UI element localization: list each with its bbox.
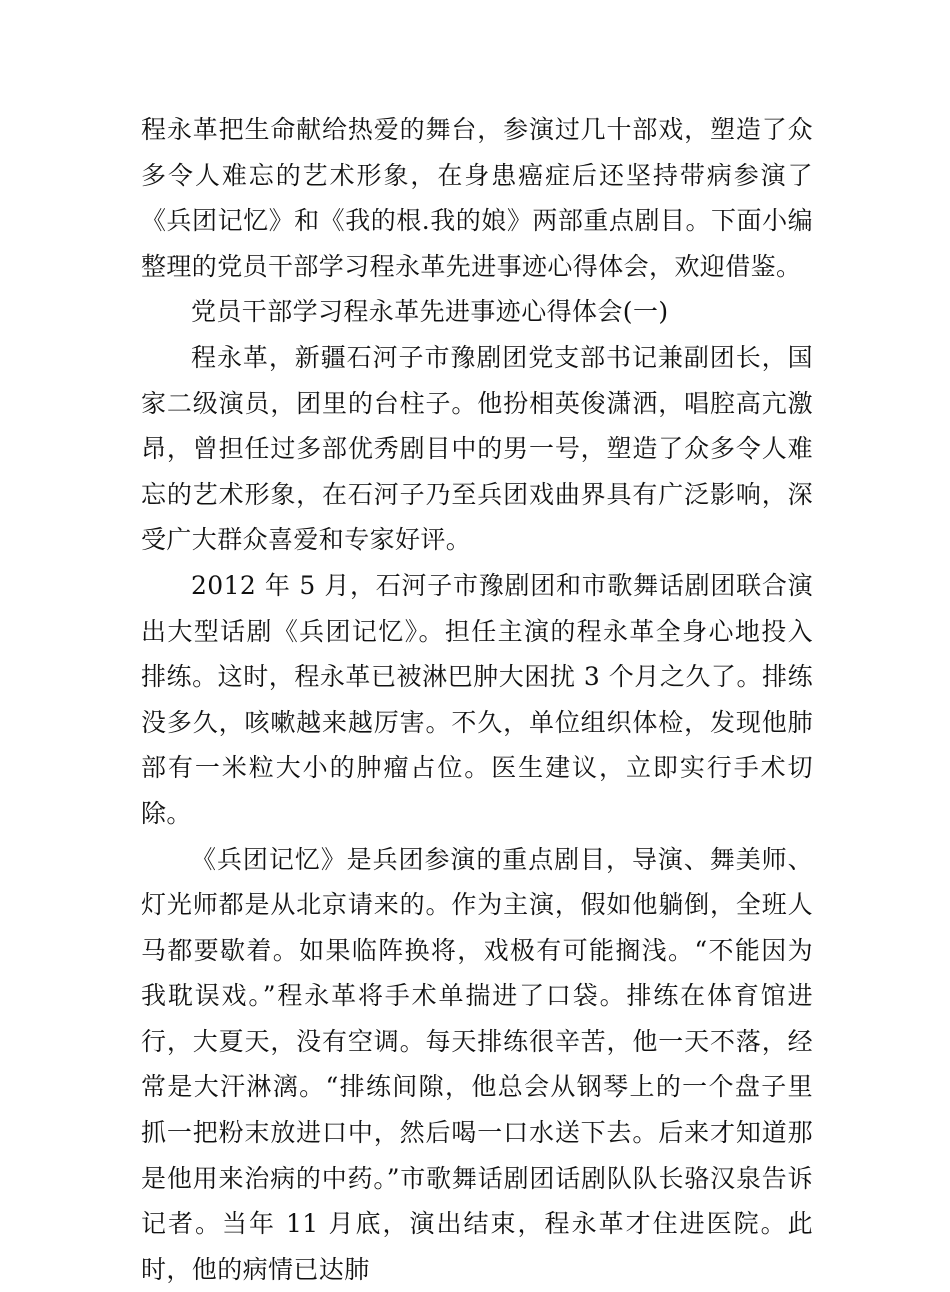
body-paragraph: 2012 年 5 月，石河子市豫剧团和市歌舞话剧团联合演出大型话剧《兵团记忆》。担任主演的程永革全身心地投入排练。这时，程永革已被淋巴肿大困扰 3 个月之久了。排练没多久，咳嗽越来越厉害。不久，单位组织体检，发现他肺部有一米粒大小的肿瘤占位。医生建议，立即实行手术切除。: [141, 563, 813, 837]
document-body: [141, 107, 813, 1292]
body-paragraph: 《兵团记忆》是兵团参演的重点剧目，导演、舞美师、灯光师都是从北京请来的。作为主演，假如他躺倒，全班人马都要歇着。如果临阵换将，戏极有可能搁浅。“不能因为我耽误戏。”程永革将手术单揣进了口袋。排练在体育馆进行，大夏天，没有空调。每天排练很辛苦，他一天不落，经常是大汗淋漓。“排练间隙，他总会从钢琴上的一个盘子里抓一把粉末放进口中，然后喝一口水送下去。后来才知道那是他用来治病的中药。”市歌舞话剧团话剧队队长骆汉泉告诉记者。当年 11 月底，演出结束，程永革才住进医院。此时，他的病情已达肺: [141, 837, 813, 1292]
body-paragraph: 程永革，新疆石河子市豫剧团党支部书记兼副团长，国家二级演员，团里的台柱子。他扮相英俊潇洒，唱腔高亢激昂，曾担任过多部优秀剧目中的男一号，塑造了众多令人难忘的艺术形象，在石河子乃至兵团戏曲界具有广泛影响，深受广大群众喜爱和专家好评。: [141, 335, 813, 563]
section-heading: 党员干部学习程永革先进事迹心得体会(一): [141, 289, 813, 335]
intro-paragraph: 程永革把生命献给热爱的舞台，参演过几十部戏，塑造了众多令人难忘的艺术形象，在身患癌症后还坚持带病参演了《兵团记忆》和《我的根.我的娘》两部重点剧目。下面小编整理的党员干部学习程永革先进事迹心得体会，欢迎借鉴。: [141, 107, 813, 289]
